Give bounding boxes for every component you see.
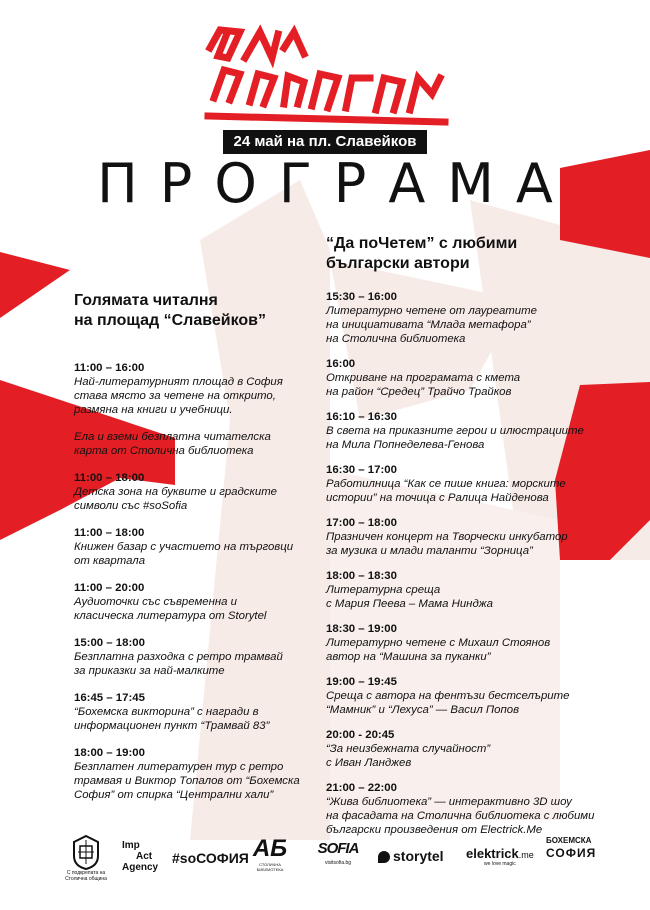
event-time: 15:30 – 16:00 [326, 291, 397, 303]
right-event [326, 675, 626, 717]
event-description: Среща с автора на фентъзи бестселърите “Мамник” и “Лехуса” — Васил Попов [326, 690, 570, 716]
event-description: В света на приказните герои и илюстрациите на Мила Попнеделева-Генова [326, 425, 584, 451]
event-time: 16:00 [326, 358, 356, 370]
right-event [326, 728, 626, 770]
event-description: Откриване на програмата с кмета на район “Средец” Трайчо Трайков [326, 372, 521, 398]
left-title-line2: на площад “Славейков” [74, 312, 266, 329]
impact-line1: Imp [122, 840, 140, 851]
impact-logo [122, 840, 158, 873]
event-time: 11:00 – 18:00 [74, 527, 145, 539]
date-badge: 24 май на пл. Славейков [223, 130, 427, 154]
sofia-coat-of-arms-icon [70, 834, 102, 870]
storytel-logo [378, 848, 444, 864]
left-section-title [74, 291, 314, 331]
impact-line3: Agency [122, 862, 159, 873]
event-time: 11:00 – 16:00 [74, 362, 145, 374]
ab-caption: СТОЛИЧНА БИБЛИОТЕКА [256, 862, 284, 872]
left-event [74, 430, 314, 458]
right-title-line2: български автори [326, 255, 470, 272]
right-event [326, 781, 626, 837]
electrick-text: elektrick [466, 846, 519, 861]
left-events-list [74, 361, 314, 802]
bohemska-sofia-logo [546, 836, 597, 860]
event-description: Литературно четене с Михаил Стоянов автор на “Машина за пуканки” [326, 637, 551, 663]
event-time: 17:00 – 18:00 [326, 517, 397, 529]
electrick-caption: we love magic [484, 861, 516, 867]
bg-red-shape-left [0, 252, 70, 318]
event-description: Литературна среща с Мария Пеева – Мама Нинджа [326, 584, 493, 610]
left-event [74, 746, 314, 802]
right-event [326, 290, 626, 346]
event-description: Ела и вземи безплатна читателска карта от Столична библиотека [74, 431, 271, 457]
left-event [74, 361, 314, 417]
right-events-list [326, 290, 626, 837]
event-description: Празничен концерт на Творчески инкубатор за музика и млади таланти “Зорница” [326, 531, 568, 557]
bohemia-line2: СОФИЯ [546, 846, 597, 860]
event-description: Аудиоточки със съвременна и класическа литература от Storytel [74, 596, 267, 622]
event-description: “Жива библиотека” — интерактивно 3D шоу на фасадата на Столична библиотека с любими български произведения от Electrick.Me [326, 796, 595, 836]
sofia-mark: SOFIA [317, 840, 359, 857]
event-description: “Бохемска викторина” с награди в информационен пункт “Трамвай 83” [74, 706, 270, 732]
event-description: Безплатен литературен тур с ретро трамвая и Виктор Топалов от “Бохемска София” от спирка “Централни хали” [74, 761, 300, 801]
event-description: Книжен базар с участието на търговци от квартала [74, 541, 294, 567]
event-description: “За неизбежната случайност” с Иван Ланджев [326, 743, 491, 769]
storytel-text: storytel [393, 848, 444, 864]
program-title: ПРОГРАМА [97, 152, 575, 215]
electrick-suffix: .me [518, 850, 534, 860]
storytel-bubble-icon [378, 851, 390, 863]
event-description: Детска зона на буквите и градските символи със #soSofia [74, 486, 278, 512]
right-event [326, 516, 626, 558]
event-time: 20:00 - 20:45 [326, 729, 395, 741]
event-description: Най-литературният площад в София става място за четене на открито, размяна на книги и учебници. [74, 376, 283, 416]
event-description: Безплатна разходка с ретро трамвай за приказки за най-малките [74, 651, 283, 677]
right-event [326, 410, 626, 452]
event-time: 19:00 – 19:45 [326, 676, 397, 688]
sponsor-footer [60, 832, 620, 888]
left-title-line1: Голямата читалня [74, 292, 218, 309]
right-column [326, 234, 626, 848]
left-event [74, 526, 314, 568]
left-event [74, 581, 314, 623]
right-title-line1: “Да поЧетем” с любими [326, 235, 518, 252]
left-event [74, 691, 314, 733]
event-time: 18:00 – 19:00 [74, 747, 145, 759]
left-event [74, 471, 314, 513]
right-event [326, 569, 626, 611]
sofia-caption: С подкрепата на Столична община [65, 870, 107, 882]
sofia-mark-caption: visitsofia.bg [324, 860, 352, 866]
electrick-logo [466, 846, 534, 867]
impact-line2: Act [136, 851, 153, 862]
sosofia-logo: #soСОФИЯ [172, 850, 249, 866]
event-time: 21:00 – 22:00 [326, 782, 397, 794]
right-event [326, 622, 626, 664]
left-column [74, 291, 314, 815]
event-time: 18:30 – 19:00 [326, 623, 397, 635]
event-time: 15:00 – 18:00 [74, 637, 145, 649]
event-time: 16:10 – 16:30 [326, 411, 397, 423]
left-event [74, 636, 314, 678]
event-time: 16:45 – 17:45 [74, 692, 145, 704]
ab-mark: АБ [252, 835, 288, 862]
event-description: Работилница “Как се пише книга: морските истории” на точица с Ралица Найденова [326, 478, 566, 504]
da-pochetem-logo [200, 18, 450, 128]
event-time: 18:00 – 18:30 [326, 570, 397, 582]
visit-sofia-logo [316, 838, 360, 866]
event-description: Литературно четене от лауреатите на инициативата “Млада метафора” на Столична библиотека [326, 305, 537, 345]
right-section-title [326, 234, 626, 274]
event-time: 16:30 – 17:00 [326, 464, 397, 476]
event-time: 11:00 – 20:00 [74, 582, 145, 594]
right-event [326, 357, 626, 399]
event-time: 11:00 – 18:00 [74, 472, 145, 484]
stolichna-biblioteka-logo [250, 836, 290, 872]
right-event [326, 463, 626, 505]
bohemia-line1: БОХЕМСКА [546, 836, 592, 845]
